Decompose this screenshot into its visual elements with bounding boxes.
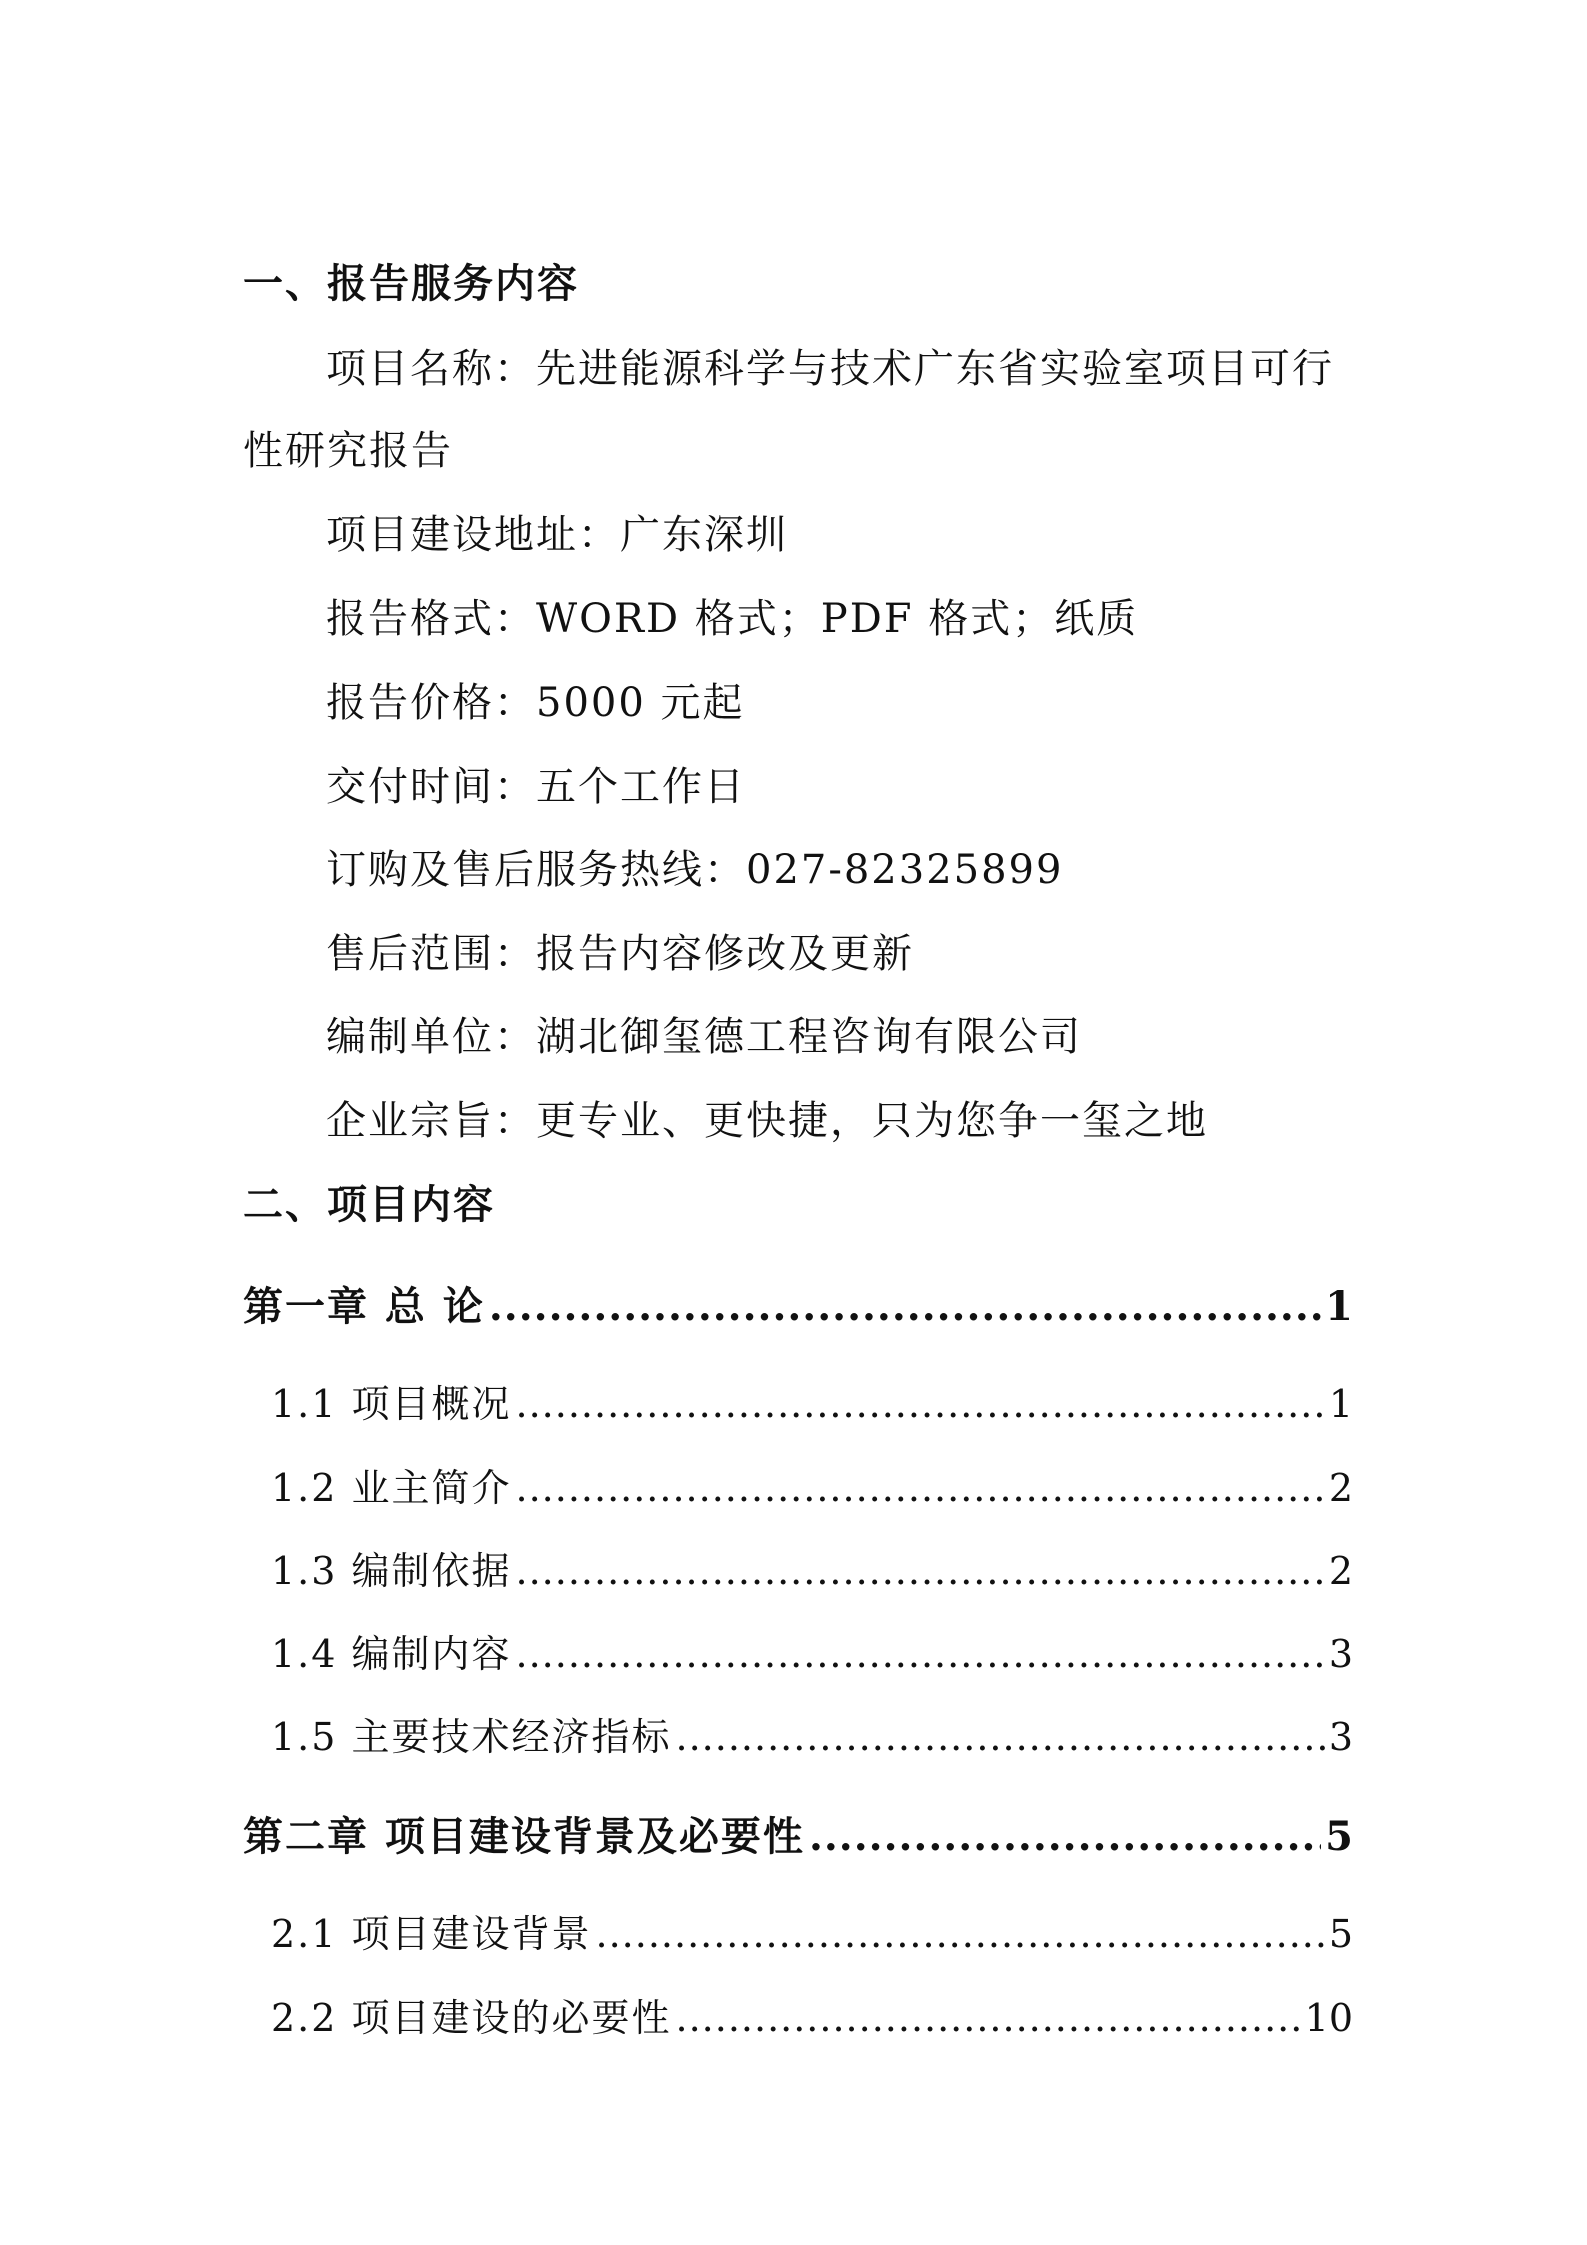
compiling-unit: 编制单位：湖北御玺德工程咨询有限公司 — [326, 1014, 1082, 1060]
toc-dot-leader — [676, 1996, 1301, 2040]
section-heading-report-service: 一、报告服务内容 — [243, 260, 579, 307]
toc-page-number: 2 — [1328, 1466, 1353, 1510]
toc-section-1-5[interactable] — [243, 1706, 1353, 1761]
toc-section-1-2[interactable] — [243, 1457, 1353, 1512]
service-hotline: 订购及售后服务热线：027-82325899 — [326, 847, 1064, 893]
toc-section-2-2[interactable] — [243, 1987, 1353, 2042]
toc-dot-leader — [809, 1813, 1321, 1860]
toc-dot-leader — [489, 1283, 1321, 1330]
report-format: 报告格式：WORD 格式；PDF 格式；纸质 — [326, 596, 1139, 642]
toc-chapter-1[interactable] — [243, 1275, 1353, 1332]
toc-dot-leader — [676, 1715, 1325, 1759]
toc-title: 2.1 项目建设背景 — [271, 1912, 592, 1956]
toc-page-number: 3 — [1328, 1632, 1353, 1676]
toc-dot-leader — [596, 1912, 1325, 1956]
toc-dot-leader — [516, 1632, 1325, 1676]
toc-title: 1.4 编制内容 — [271, 1632, 512, 1676]
toc-dot-leader — [516, 1549, 1325, 1593]
toc-page-number: 3 — [1328, 1715, 1353, 1759]
toc-page-number: 5 — [1328, 1912, 1353, 1956]
toc-title: 1.1 项目概况 — [271, 1382, 512, 1426]
section-heading-project-content: 二、项目内容 — [243, 1181, 495, 1228]
project-name-line2: 性研究报告 — [243, 428, 453, 474]
toc-title: 2.2 项目建设的必要性 — [271, 1996, 672, 2040]
report-price: 报告价格：5000 元起 — [326, 680, 745, 726]
project-site: 项目建设地址：广东深圳 — [326, 512, 788, 558]
toc-section-2-1[interactable] — [243, 1903, 1353, 1958]
toc-title: 1.3 编制依据 — [271, 1549, 512, 1593]
toc-title: 1.5 主要技术经济指标 — [271, 1715, 672, 1759]
toc-title: 1.2 业主简介 — [271, 1466, 512, 1510]
delivery-time: 交付时间：五个工作日 — [326, 764, 746, 810]
toc-page-number: 2 — [1328, 1549, 1353, 1593]
toc-chapter-2[interactable] — [243, 1805, 1353, 1862]
toc-page-number: 5 — [1325, 1813, 1353, 1860]
after-sale-scope: 售后范围：报告内容修改及更新 — [326, 931, 914, 977]
toc-title: 第二章 项目建设背景及必要性 — [243, 1813, 805, 1860]
toc-dot-leader — [516, 1382, 1325, 1426]
toc-section-1-4[interactable] — [243, 1623, 1353, 1678]
toc-section-1-3[interactable] — [243, 1540, 1353, 1595]
toc-title: 第一章 总 论 — [243, 1283, 485, 1330]
project-name-line1: 项目名称：先进能源科学与技术广东省实验室项目可行 — [326, 346, 1334, 392]
toc-section-1-1[interactable] — [243, 1373, 1353, 1428]
toc-page-number: 10 — [1304, 1996, 1353, 2040]
toc-page-number: 1 — [1325, 1283, 1353, 1330]
company-motto: 企业宗旨：更专业、更快捷，只为您争一玺之地 — [326, 1098, 1208, 1144]
toc-page-number: 1 — [1328, 1382, 1353, 1426]
toc-dot-leader — [516, 1466, 1325, 1510]
